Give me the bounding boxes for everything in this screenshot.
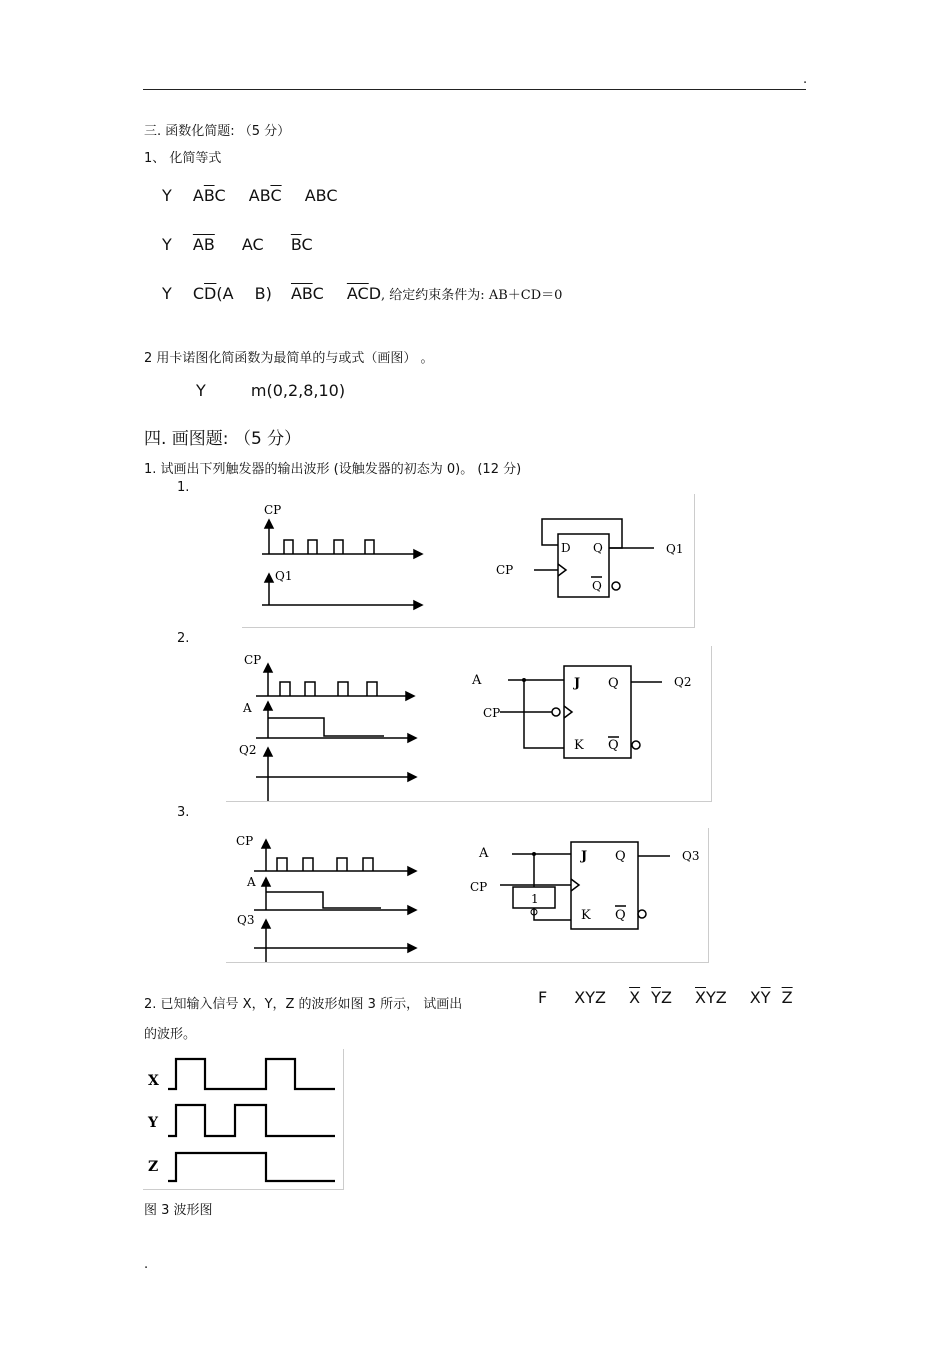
fig3-k-label: K bbox=[581, 908, 591, 923]
fig2-cp-input: CP bbox=[483, 706, 501, 720]
fig2-cp-label: CP bbox=[244, 653, 262, 667]
fig2-output: Q2 bbox=[674, 675, 692, 689]
figure-4-waveforms bbox=[143, 1049, 344, 1190]
fig2-q2-label: Q2 bbox=[239, 743, 257, 757]
fig1-q1-label: Q1 bbox=[275, 569, 293, 583]
fig4-y-label: Y bbox=[148, 1115, 158, 1131]
section3-item2: 2 用卡诺图化简函数为最简单的与或式（画图） 。 bbox=[144, 351, 434, 366]
fig3-a-label: A bbox=[247, 875, 256, 889]
fig4-x-label: X bbox=[148, 1073, 159, 1089]
fig1-qbar-label: Q bbox=[592, 579, 602, 593]
fig2-number: 2. bbox=[177, 631, 190, 646]
section4-q2: 2. 已知输入信号 X，Y，Z 的波形如图 3 所示， 试画出 bbox=[144, 997, 463, 1012]
fig3-qbar-label: Q bbox=[615, 908, 626, 923]
fig2-a-label: A bbox=[243, 701, 252, 715]
fig1-output: Q1 bbox=[666, 542, 684, 556]
section3-title: 三. 函数化简题: （5 分） bbox=[144, 124, 291, 139]
equation-3: Y $C\overline{D}(A$ B) $\overline{AB}C$ $\overline{AC}D$, 给定约束条件为: AB＋CD＝0 bbox=[162, 284, 563, 303]
fig2-j-label: J bbox=[574, 676, 581, 691]
fig3-cp-input: CP bbox=[470, 880, 488, 894]
header-dot: . bbox=[803, 72, 808, 87]
fig3-number: 3. bbox=[177, 805, 190, 820]
figure-3 bbox=[226, 828, 709, 963]
q2-expression: F XYZ $\overline{X}$ $\overline{Y}Z$ $\overline{X}YZ$ $X\overline{Y}$ $\overline{Z}$ bbox=[538, 988, 793, 1007]
fig1-number: 1. bbox=[177, 480, 190, 495]
fig2-a-input: A bbox=[472, 673, 482, 688]
fig1-cp-label: CP bbox=[264, 503, 282, 517]
fig4-z-label: Z bbox=[148, 1159, 159, 1175]
section4-q2-tail: 的波形。 bbox=[144, 1027, 197, 1042]
header-rule bbox=[143, 89, 806, 90]
fig3-j-label: J bbox=[581, 849, 588, 864]
fig2-q-label: Q bbox=[608, 676, 619, 691]
footer-dot: . bbox=[144, 1257, 149, 1272]
equation-4: Y m(0,2,8,10) bbox=[196, 381, 346, 400]
equation-1: Y $A\overline{B}C$ $AB\overline{C}$ ABC bbox=[162, 186, 338, 205]
fig2-qbar-label: Q bbox=[608, 738, 619, 753]
fig1-q-label: Q bbox=[593, 541, 603, 555]
fig1-d-label: D bbox=[561, 541, 571, 555]
fig3-output: Q3 bbox=[682, 849, 700, 863]
figure-4-caption: 图 3 波形图 bbox=[144, 1203, 213, 1218]
fig3-q-label: Q bbox=[615, 849, 626, 864]
fig3-q3-label: Q3 bbox=[237, 913, 255, 927]
fig2-k-label: K bbox=[574, 738, 584, 753]
section4-q1: 1. 试画出下列触发器的输出波形 (设触发器的初态为 0)。 (12 分) bbox=[144, 462, 522, 477]
fig1-cp-input: CP bbox=[496, 563, 514, 577]
section3-item1: 1、 化简等式 bbox=[144, 151, 222, 166]
figure-2 bbox=[226, 646, 712, 802]
fig3-not-gate-label: 1 bbox=[531, 892, 539, 906]
section4-title: 四. 画图题: （5 分） bbox=[144, 429, 302, 449]
figure-1 bbox=[242, 494, 695, 628]
fig3-a-input: A bbox=[479, 846, 489, 861]
equation-2: Y $\overline{AB}$ AC $\overline{B}C$ bbox=[162, 235, 313, 254]
fig3-cp-label: CP bbox=[236, 834, 254, 848]
